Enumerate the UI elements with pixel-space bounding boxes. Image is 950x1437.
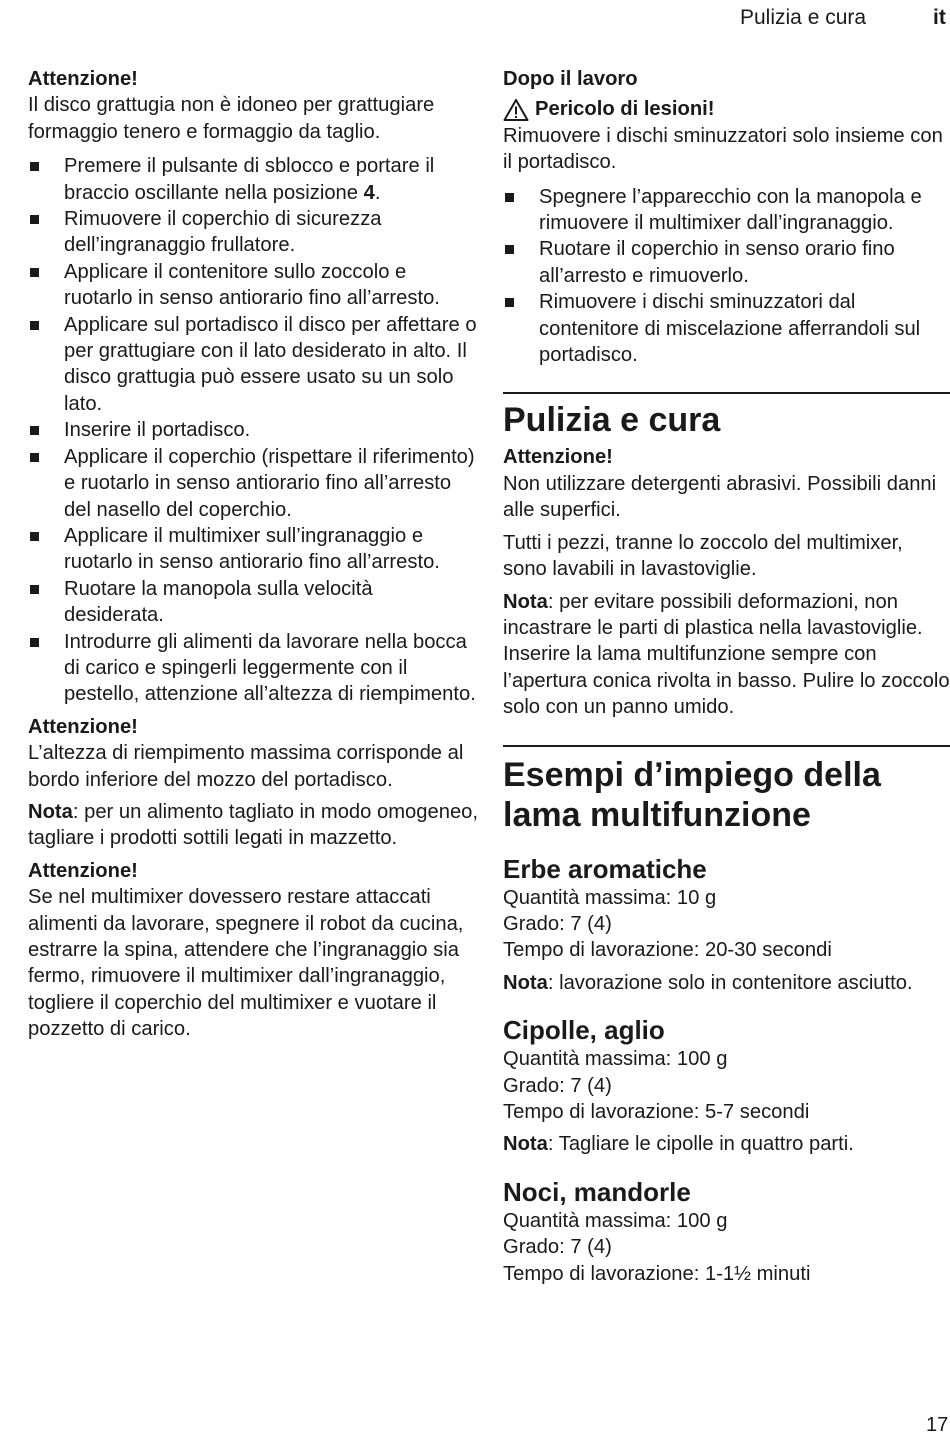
list-item-text: Applicare il multimixer sull’ingranaggio e ruotarlo in senso antiorario fino all’arresto. bbox=[64, 524, 440, 574]
bullet-square-icon bbox=[505, 298, 514, 307]
example-quantity: Quantità massima: 100 g bbox=[503, 1209, 728, 1232]
example-block bbox=[503, 853, 950, 997]
section-divider bbox=[503, 745, 950, 747]
bullet-square-icon bbox=[505, 193, 514, 202]
example-time: Tempo di lavorazione: 1-1½ minuti bbox=[503, 1262, 811, 1285]
list-item bbox=[503, 289, 950, 368]
example-title: Cipolle, aglio bbox=[503, 1015, 665, 1046]
after-work-heading: Dopo il lavoro bbox=[503, 68, 638, 90]
bullet-square-icon bbox=[30, 162, 39, 171]
note-text: : Tagliare le cipolle in quattro parti. bbox=[547, 1133, 854, 1156]
example-grade: Grado: 7 (4) bbox=[503, 912, 612, 935]
list-item bbox=[28, 444, 478, 523]
list-item bbox=[28, 312, 478, 418]
example-quantity: Quantità massima: 10 g bbox=[503, 886, 717, 909]
list-item-text: Rimuovere il coperchio di sicurezza dell’ingranaggio frullatore. bbox=[64, 208, 382, 257]
bullet-square-icon bbox=[30, 638, 39, 647]
list-item bbox=[28, 259, 478, 312]
bullet-square-icon bbox=[30, 426, 39, 435]
page-number: 17 bbox=[926, 1414, 949, 1436]
danger-label: Pericolo di lesioni! bbox=[535, 98, 715, 121]
list-item bbox=[28, 523, 478, 576]
list-item bbox=[28, 629, 478, 708]
note-paragraph bbox=[503, 1131, 950, 1157]
list-item-text: Introdurre gli alimenti da lavorare nella bocca di carico e spingerli leggermente con il pestello, attenzione all’altezza di riempimento. bbox=[64, 630, 476, 706]
right-column bbox=[503, 66, 950, 1287]
list-item bbox=[28, 417, 478, 443]
attention-heading: Attenzione! bbox=[28, 68, 138, 90]
example-grade: Grado: 7 (4) bbox=[503, 1236, 612, 1259]
example-grade: Grado: 7 (4) bbox=[503, 1074, 612, 1097]
example-title: Erbe aromatiche bbox=[503, 853, 707, 884]
note-label: Nota bbox=[503, 971, 548, 994]
example-block bbox=[503, 1176, 950, 1287]
attention-text: Se nel multimixer dovessero restare attaccati alimenti da lavorare, spegnere il robot da cucina, estrarre la spina, attendere che l’ingranaggio sia fermo, rimuovere il multimixer dall’ingranaggio, togliere il coperchio del multimixer e vuotare il pozzetto di carico. bbox=[28, 886, 464, 1041]
example-time: Tempo di lavorazione: 20-30 secondi bbox=[503, 939, 832, 962]
list-item-text: Ruotare la manopola sulla velocità desiderata. bbox=[64, 577, 373, 627]
note-paragraph bbox=[503, 970, 950, 996]
note-label: Nota bbox=[503, 1133, 548, 1156]
list-item-text: Inserire il portadisco. bbox=[64, 419, 251, 442]
cleaning-paragraph: Tutti i pezzi, tranne lo zoccolo del multimixer, sono lavabili in lavastoviglie. bbox=[503, 531, 903, 581]
bullet-square-icon bbox=[30, 215, 39, 224]
instruction-list bbox=[28, 153, 478, 708]
bullet-square-icon bbox=[30, 321, 39, 330]
position-number: 4 bbox=[363, 181, 375, 204]
list-item-text-end: . bbox=[374, 181, 381, 204]
attention-text: Il disco grattugia non è idoneo per grattugiare formaggio tenero e formaggio da taglio. bbox=[28, 94, 435, 143]
list-item bbox=[28, 576, 478, 629]
list-item-text: Applicare sul portadisco il disco per affettare o per grattugiare con il lato desiderato in alto. Il disco grattugia può essere usato su un solo lato. bbox=[64, 313, 477, 415]
list-item bbox=[503, 184, 950, 237]
list-item-text: Spegnere l’apparecchio con la manopola e rimuovere il multimixer dall’ingranaggio. bbox=[539, 185, 922, 235]
danger-text: Rimuovere i dischi sminuzzatori solo insieme con il portadisco. bbox=[503, 124, 943, 174]
danger-warning-heading bbox=[503, 96, 950, 122]
bullet-square-icon bbox=[505, 245, 514, 254]
list-item-text: Ruotare il coperchio in senso orario fino all’arresto e rimuoverlo. bbox=[539, 238, 895, 287]
examples-section-title: Esempi d’impiego della lama multifunzione bbox=[503, 755, 881, 834]
attention-heading: Attenzione! bbox=[28, 859, 138, 882]
note-label: Nota bbox=[28, 800, 73, 823]
list-item bbox=[28, 206, 478, 259]
note-label: Nota bbox=[503, 590, 548, 613]
header-language-code: it bbox=[933, 6, 946, 29]
note-text: : lavorazione solo in contenitore asciutto. bbox=[547, 971, 913, 994]
header-section-title: Pulizia e cura bbox=[740, 6, 867, 29]
note-text: : per un alimento tagliato in modo omogeneo, tagliare i prodotti sottili legati in mazzetto. bbox=[28, 800, 479, 850]
example-time: Tempo di lavorazione: 5-7 secondi bbox=[503, 1100, 810, 1123]
warning-triangle-icon bbox=[503, 98, 529, 122]
list-item-text: Applicare il contenitore sullo zoccolo e ruotarlo in senso antiorario fino all’arresto. bbox=[64, 260, 440, 310]
bullet-square-icon bbox=[30, 532, 39, 541]
list-item-text: Premere il pulsante di sblocco e portare il braccio oscillante nella posizione bbox=[64, 155, 435, 204]
bullet-square-icon bbox=[30, 453, 39, 462]
bullet-square-icon bbox=[30, 268, 39, 277]
after-work-list bbox=[503, 184, 950, 369]
cleaning-section-title: Pulizia e cura bbox=[503, 401, 721, 440]
list-item bbox=[503, 236, 950, 289]
attention-text: Non utilizzare detergenti abrasivi. Possibili danni alle superfici. bbox=[503, 472, 937, 522]
left-column bbox=[28, 66, 478, 1043]
example-title: Noci, mandorle bbox=[503, 1176, 691, 1207]
attention-heading: Attenzione! bbox=[28, 715, 138, 738]
note-text: : per evitare possibili deformazioni, non incastrare le parti di plastica nella lavastoviglie. Inserire la lama multifunzione sempre con l’apertura conica rivolta in basso. Pulire lo zoccolo solo con un panno umido. bbox=[503, 590, 950, 719]
example-block bbox=[503, 1014, 950, 1158]
list-item bbox=[28, 153, 478, 206]
attention-text: L’altezza di riempimento massima corrisponde al bordo inferiore del mozzo del portadisco. bbox=[28, 742, 464, 791]
example-quantity: Quantità massima: 100 g bbox=[503, 1048, 728, 1071]
note-paragraph bbox=[28, 799, 478, 852]
note-paragraph bbox=[503, 589, 950, 721]
list-item-text: Applicare il coperchio (rispettare il riferimento) e ruotarlo in senso antiorario fino all’arresto del nasello del coperchio. bbox=[64, 445, 475, 521]
bullet-square-icon bbox=[30, 585, 39, 594]
section-divider bbox=[503, 392, 950, 394]
list-item-text: Rimuovere i dischi sminuzzatori dal contenitore di miscelazione afferrandoli sul portadisco. bbox=[539, 291, 921, 367]
attention-heading: Attenzione! bbox=[503, 446, 613, 469]
